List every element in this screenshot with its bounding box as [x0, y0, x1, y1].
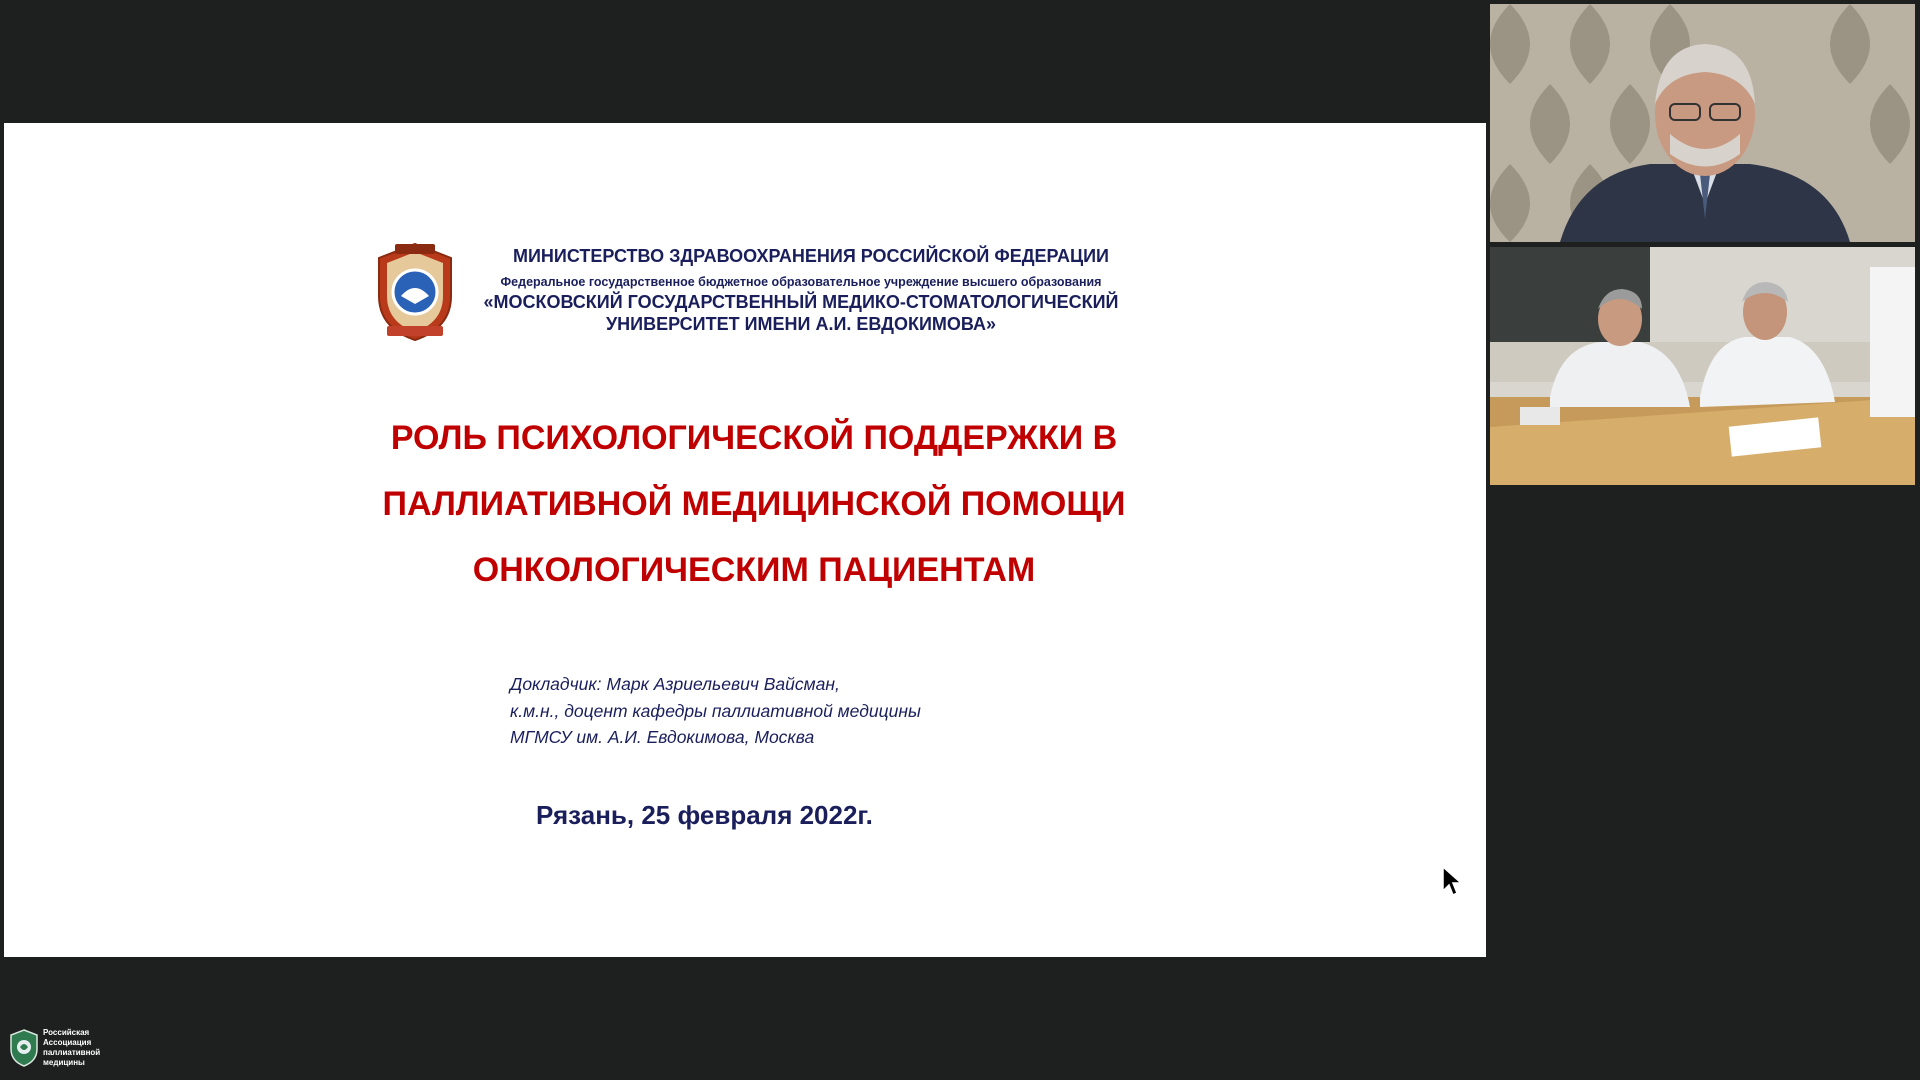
- group-video-icon: [1490, 247, 1915, 485]
- mouse-pointer-icon: [1441, 865, 1463, 897]
- association-name: [43, 1028, 123, 1068]
- association-logo: [10, 1027, 120, 1071]
- institution-type: Федеральное государственное бюджетное образовательное учреждение высшего образования: [500, 275, 1102, 289]
- shield-logo-icon: [10, 1029, 38, 1067]
- title-line: РОЛЬ ПСИХОЛОГИЧЕСКОЙ ПОДДЕРЖКИ В: [390, 419, 1118, 457]
- slide-header: [371, 236, 1151, 351]
- speaker-info: [510, 671, 1110, 751]
- university-crest-icon: [371, 240, 459, 344]
- association-name-line: паллиативной: [43, 1048, 101, 1057]
- university-name-line-1: «МОСКОВСКИЙ ГОСУДАРСТВЕННЫЙ МЕДИКО-СТОМАТОЛОГИЧЕСКИЙ: [483, 292, 1119, 312]
- speaker-line: МГМСУ им. А.И. Евдокимова, Москва: [510, 727, 815, 747]
- conference-room-video-tile[interactable]: [1490, 247, 1915, 485]
- title-line: ПАЛЛИАТИВНОЙ МЕДИЦИНСКОЙ ПОМОЩИ: [382, 485, 1126, 523]
- slide-title: [304, 405, 1204, 603]
- speaker-video-tile[interactable]: [1490, 4, 1915, 242]
- association-name-line: медицины: [43, 1058, 85, 1067]
- place-date: Рязань, 25 февраля 2022г.: [536, 800, 873, 830]
- title-line: ОНКОЛОГИЧЕСКИМ ПАЦИЕНТАМ: [472, 551, 1036, 589]
- association-name-line: Ассоциация: [43, 1038, 92, 1047]
- ministry-name: МИНИСТЕРСТВО ЗДРАВООХРАНЕНИЯ РОССИЙСКОЙ ФЕДЕРАЦИИ: [513, 246, 1109, 266]
- speaker-line: к.м.н., доцент кафедры паллиативной медицины: [510, 700, 921, 721]
- presentation-slide: [4, 123, 1486, 957]
- speaker-line: Докладчик: Марк Азриельевич Вайсман,: [510, 674, 840, 694]
- university-name-line-2: УНИВЕРСИТЕТ ИМЕНИ А.И. ЕВДОКИМОВА»: [605, 314, 997, 334]
- person-video-icon: [1490, 4, 1915, 242]
- association-name-line: Российская: [43, 1028, 90, 1037]
